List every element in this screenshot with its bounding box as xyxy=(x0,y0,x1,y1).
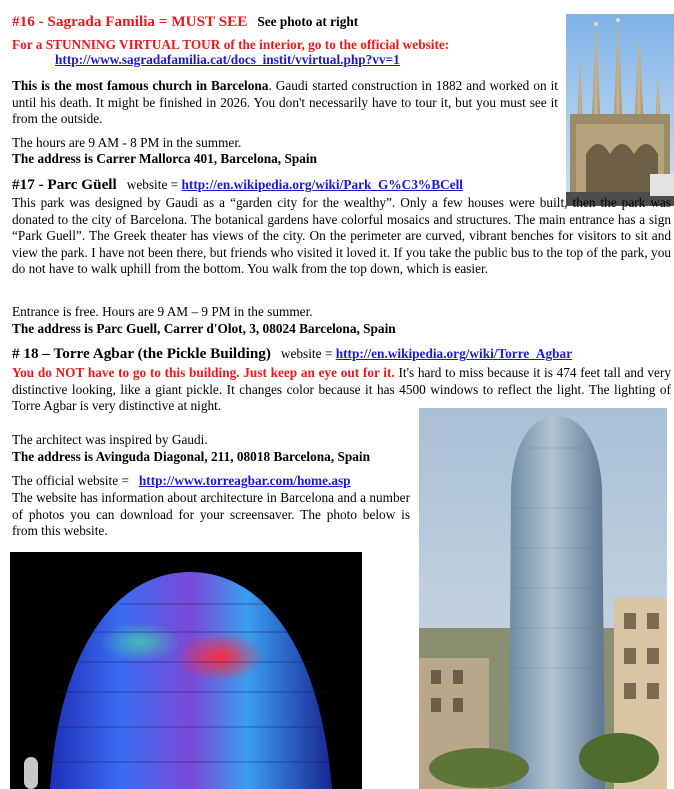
sagrada-description xyxy=(12,78,558,128)
official-website-label: The official website = xyxy=(12,473,129,488)
torre-agbar-red-note: You do NOT have to go to this building. Just keep an eye out for it. xyxy=(12,365,395,380)
parc-guell-link[interactable]: http://en.wikipedia.org/wiki/Park_G%C3%BCell xyxy=(181,177,463,192)
section-18-title: # 18 – Torre Agbar (the Pickle Building) xyxy=(12,345,271,362)
torre-agbar-night-photo xyxy=(10,552,362,789)
section-16-heading xyxy=(12,14,572,31)
torre-agbar-website-info: The website has information about architecture in Barcelona and a number of photos you can download for your screensaver. The photo below is from this website. xyxy=(12,490,410,539)
torre-agbar-day-photo xyxy=(419,408,667,789)
sagrada-address: The address is Carrer Mallorca 401, Barcelona, Spain xyxy=(12,151,317,166)
sagrada-hours: The hours are 9 AM - 8 PM in the summer. xyxy=(12,135,242,150)
sagrada-desc-rest: . Gaudi started construction in 1882 and worked on it until his death. It might be finished in 2026. You don't necessarily have to tour it, but you must see it from the outside. xyxy=(12,78,558,127)
virtual-tour-text: For a STUNNING VIRTUAL TOUR of the interior, go to the official website: xyxy=(12,37,450,52)
virtual-tour-link[interactable]: http://www.sagradafamilia.cat/docs_instit/vvirtual.php?vv=1 xyxy=(55,52,400,67)
sagrada-desc-bold: This is the most famous church in Barcelona xyxy=(12,78,269,93)
torre-agbar-address: The address is Avinguda Diagonal, 211, 08018 Barcelona, Spain xyxy=(12,449,370,464)
torre-agbar-architect: The architect was inspired by Gaudi. xyxy=(12,432,208,447)
parc-guell-address: The address is Parc Guell, Carrer d'Olot, 3, 08024 Barcelona, Spain xyxy=(12,321,396,336)
official-website-line xyxy=(12,473,351,490)
section-16-title: #16 - Sagrada Familia = MUST SEE xyxy=(12,13,248,30)
section-18-heading xyxy=(12,346,672,363)
sagrada-familia-photo xyxy=(566,14,674,206)
section-17-website-label: website = xyxy=(126,177,179,192)
section-18-website-label: website = xyxy=(280,346,333,361)
torre-agbar-official-link[interactable]: http://www.torreagbar.com/home.asp xyxy=(138,473,351,488)
parc-guell-description: This park was designed by Gaudi as a “garden city for the wealthy”. Only a few houses were built, then the park was donated to the city of Barcelona. The botanical gardens have colorful mosaics and structures. The main entrance has a sign “Park Guell”. The Greek theater has views of the city. On the perimeter are curved, vibrant benches for visitors to sit and view the park. I have not been there, but friends who visited it loved it. If you take the public bus to the top of the park, you do not have to walk uphill from the bottom. You walk from the top down, which is easier. xyxy=(12,195,671,277)
see-photo-note: See photo at right xyxy=(257,14,359,29)
torre-agbar-desc-rest: It's hard to miss because it is 474 feet tall and very distinctive looking, like a giant pickle. It changes color because it has 4500 windows to reflect the light. The lighting of Torre Agbar is very distinctive at night. xyxy=(12,365,671,414)
section-17-title: #17 - Parc Güell xyxy=(12,176,117,193)
parc-guell-entrance: Entrance is free. Hours are 9 AM – 9 PM in the summer. xyxy=(12,304,313,319)
torre-agbar-link[interactable]: http://en.wikipedia.org/wiki/Torre_Agbar xyxy=(335,346,573,361)
section-17-heading xyxy=(12,177,572,194)
